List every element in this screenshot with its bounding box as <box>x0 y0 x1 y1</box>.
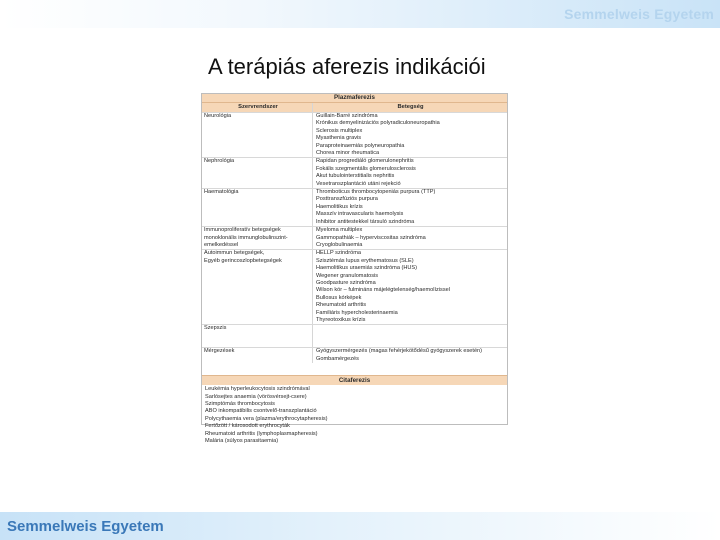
system-cell <box>202 250 312 324</box>
disease-item: Guillain-Barré szindróma <box>316 113 378 119</box>
system-label: Nephrológia <box>204 158 235 165</box>
column-header-disease: Betegség <box>312 103 505 112</box>
disease-item: Masszív intravascularis haemolysis <box>316 211 404 218</box>
disease-cell <box>312 348 505 363</box>
disease-item: Rapidan progrediáló glomerulonephritis <box>316 158 414 165</box>
system-label: Szepszis <box>204 325 227 332</box>
disease-item: Akut tubulointerstitialis nephritis <box>316 173 395 180</box>
system-label: Egyéb gerincoszlopbetegségek <box>204 257 282 264</box>
system-label: emelkedéssel <box>204 241 239 248</box>
list-item: Leukémia hyperleukocytosis szindrómával <box>205 386 310 393</box>
disease-cell <box>312 158 505 188</box>
disease-item: Inhibitor antitestekkel társuló szindróma <box>316 218 415 225</box>
table-row <box>202 157 507 188</box>
system-cell <box>202 227 312 249</box>
disease-cell <box>312 113 505 157</box>
system-label: monoklonális immunglobulinszint- <box>204 234 288 241</box>
disease-item: Haemolitikus uraemiás szindróma (HUS) <box>316 265 418 272</box>
plasmapheresis-title: Plazmaferezis <box>202 94 507 102</box>
disease-item: Posttranszfúziós purpura <box>316 196 378 203</box>
system-label: Haematológia <box>204 189 239 196</box>
plasmapheresis-header-row <box>202 102 507 112</box>
disease-item: Wegener granulomatosis <box>316 272 379 279</box>
disease-item: Bullosus kórképek <box>316 294 362 301</box>
list-item: Fertőzött / károsodott erythrocyták <box>205 423 290 430</box>
disease-item: Chorea minor rheumatica <box>316 150 380 157</box>
table-row <box>202 347 507 363</box>
disease-cell <box>312 189 505 226</box>
disease-item: Myasthenia gravis <box>316 135 362 142</box>
table-row <box>202 226 507 249</box>
table-row <box>202 112 507 157</box>
disease-cell <box>312 250 505 324</box>
system-label: Immunoproliferatív betegségek <box>204 227 281 234</box>
disease-item: Familiáris hypercholesterinaemia <box>316 309 398 316</box>
table-row <box>202 249 507 324</box>
plasmapheresis-rows <box>202 112 507 363</box>
system-label: Neurológia <box>204 113 232 119</box>
disease-item: Krónikus demyelinizációs polyradiculoneuropathia <box>316 120 440 127</box>
disease-item: Haemolitikus krízis <box>316 203 363 210</box>
indications-table <box>201 93 508 445</box>
disease-item: Cryoglobulinaemia <box>316 241 363 248</box>
cytapheresis-list <box>202 385 507 446</box>
header-bar <box>0 0 720 28</box>
disease-item: Szisztémás lupus erythematosus (SLE) <box>316 257 414 264</box>
list-item: Szimptómás thrombocytosis <box>205 401 275 407</box>
disease-item: Gombamérgezés <box>316 355 359 362</box>
table-row <box>202 324 507 347</box>
disease-item: HELLP szindróma <box>316 250 361 257</box>
list-item: Sarlósejtes anaemia (vörösvérsejt-csere) <box>205 393 307 400</box>
header-brand: Semmelweis Egyetem <box>564 6 714 22</box>
system-cell <box>202 113 312 157</box>
system-cell <box>202 189 312 226</box>
disease-item: Vesetranszplantáció utáni rejekció <box>316 180 401 187</box>
system-cell <box>202 325 312 347</box>
list-item: ABO inkompatibilis csontvelő-transzplantáció <box>205 408 317 415</box>
disease-item: Gyógyszermérgezés (magas fehérjekötődésű gyógyszerek esetén) <box>316 348 483 355</box>
disease-cell <box>312 325 505 347</box>
system-cell <box>202 348 312 363</box>
list-item: Polycythaemia vera (plazma/erythrocytapheresis) <box>205 415 328 422</box>
footer-brand: Semmelweis Egyetem <box>7 518 164 535</box>
disease-item: Sclerosis multiplex <box>316 127 363 134</box>
list-item: Malária (súlyos parasitaemia) <box>205 438 279 445</box>
disease-item: Goodpasture szindróma <box>316 279 376 286</box>
footer-bar <box>0 512 720 540</box>
disease-cell <box>312 227 505 249</box>
system-label: Autoimmun betegségek, <box>204 250 265 257</box>
page-title: A terápiás aferezis indikációi <box>208 54 486 79</box>
list-item: Rheumatoid arthritis (lymphoplasmapheresis) <box>205 430 318 437</box>
disease-item: Thyreotoxikus krízis <box>316 316 366 323</box>
system-label: Mérgezések <box>204 348 235 355</box>
disease-item: Gammopathiák – hyperviscositas szindróma <box>316 234 426 241</box>
column-header-system: Szervrendszer <box>238 104 278 110</box>
disease-item: Wilson kór – fulmináns májelégtelenség/haemolízissel <box>316 287 451 294</box>
disease-item: Fokális szegmentális glomerulosclerosis <box>316 165 416 172</box>
table-row <box>202 188 507 226</box>
disease-item: Rheumatoid arthritis <box>316 302 367 309</box>
disease-item: Thromboticus thrombocytopeniás purpura (TTP) <box>316 189 436 196</box>
disease-item: Paraproteinaemiás polyneuropathia <box>316 142 405 149</box>
system-cell <box>202 158 312 188</box>
cytapheresis-title: Citaferezis <box>202 375 507 385</box>
disease-item: Myeloma multiplex <box>316 227 363 234</box>
